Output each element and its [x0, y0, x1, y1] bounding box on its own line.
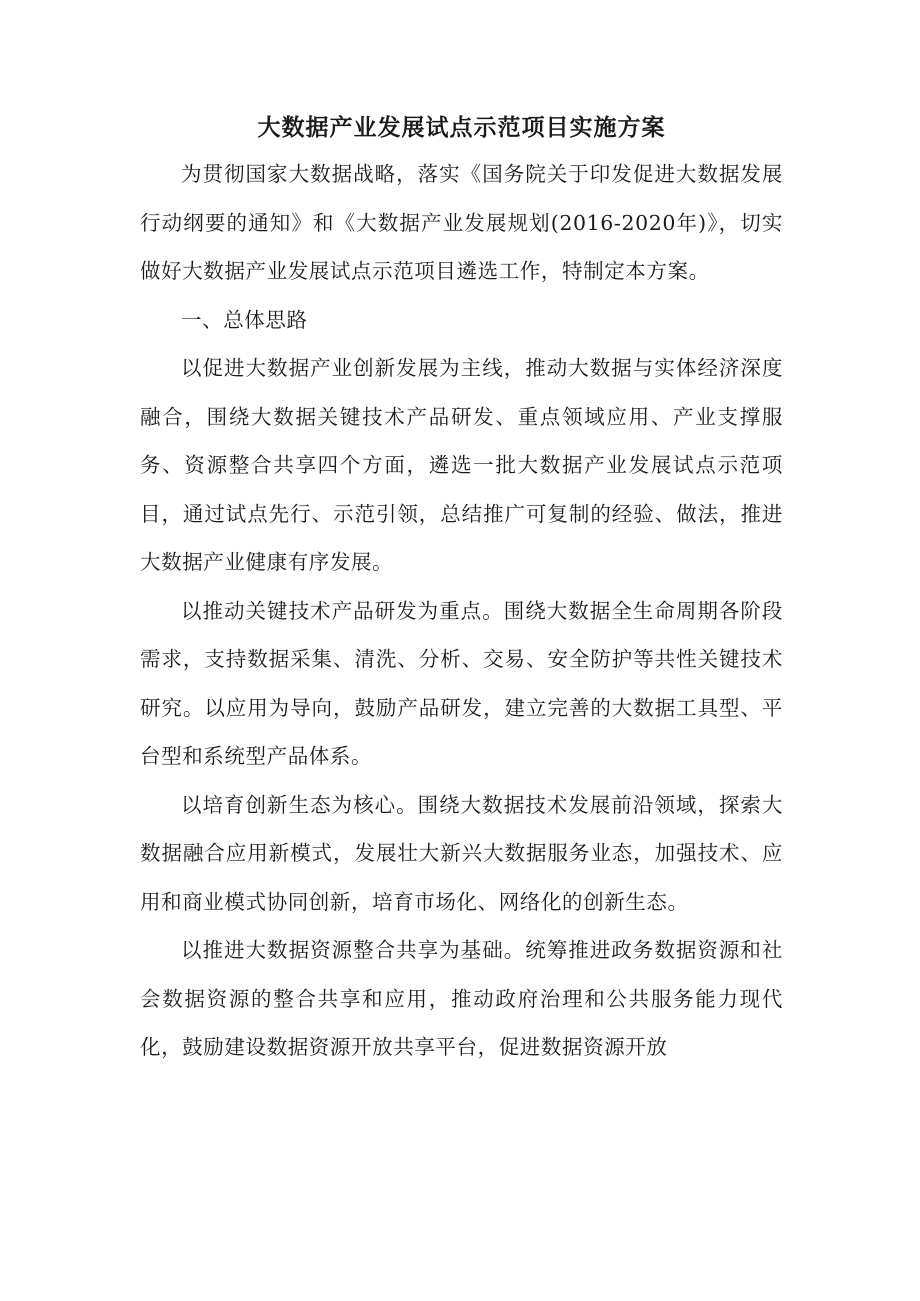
body-paragraph-resource-sharing: 以推进大数据资源整合共享为基础。统筹推进政务数据资源和社会数据资源的整合共享和应用，推动政府治理和公共服务能力现代化，鼓励建设数据资源开放共享平台，促进数据资源开放: [140, 938, 783, 1059]
body-paragraph-innovation-ecosystem: 以培育创新生态为核心。围绕大数据技术发展前沿领域，探索大数据融合应用新模式，发展壮大新兴大数据服务业态，加强技术、应用和商业模式协同创新，培育市场化、网络化的创新生态。: [140, 792, 783, 914]
section-heading-overall-approach: 一、总体思路: [181, 307, 308, 332]
body-paragraph-key-technology: 以推动关键技术产品研发为重点。围绕大数据全生命周期各阶段需求，支持数据采集、清洗、分析、交易、安全防护等共性关键技术研究。以应用为导向，鼓励产品研发，建立完善的大数据工具型、平台型和系统型产品体系。: [140, 598, 783, 768]
body-paragraph-main-line: 以促进大数据产业创新发展为主线，推动大数据与实体经济深度融合，围绕大数据关键技术产品研发、重点领域应用、产业支撑服务、资源整合共享四个方面，遴选一批大数据产业发展试点示范项目，通过试点先行、示范引领，总结推广可复制的经验、做法，推进大数据产业健康有序发展。: [140, 356, 783, 574]
document-title: 大数据产业发展试点示范项目实施方案: [257, 115, 666, 141]
document-page: [140, 106, 783, 1072]
intro-paragraph: 为贯彻国家大数据战略，落实《国务院关于印发促进大数据发展行动纲要的通知》和《大数据产业发展规划(2016-2020年)》，切实做好大数据产业发展试点示范项目遴选工作，特制定本方案。: [140, 162, 783, 283]
